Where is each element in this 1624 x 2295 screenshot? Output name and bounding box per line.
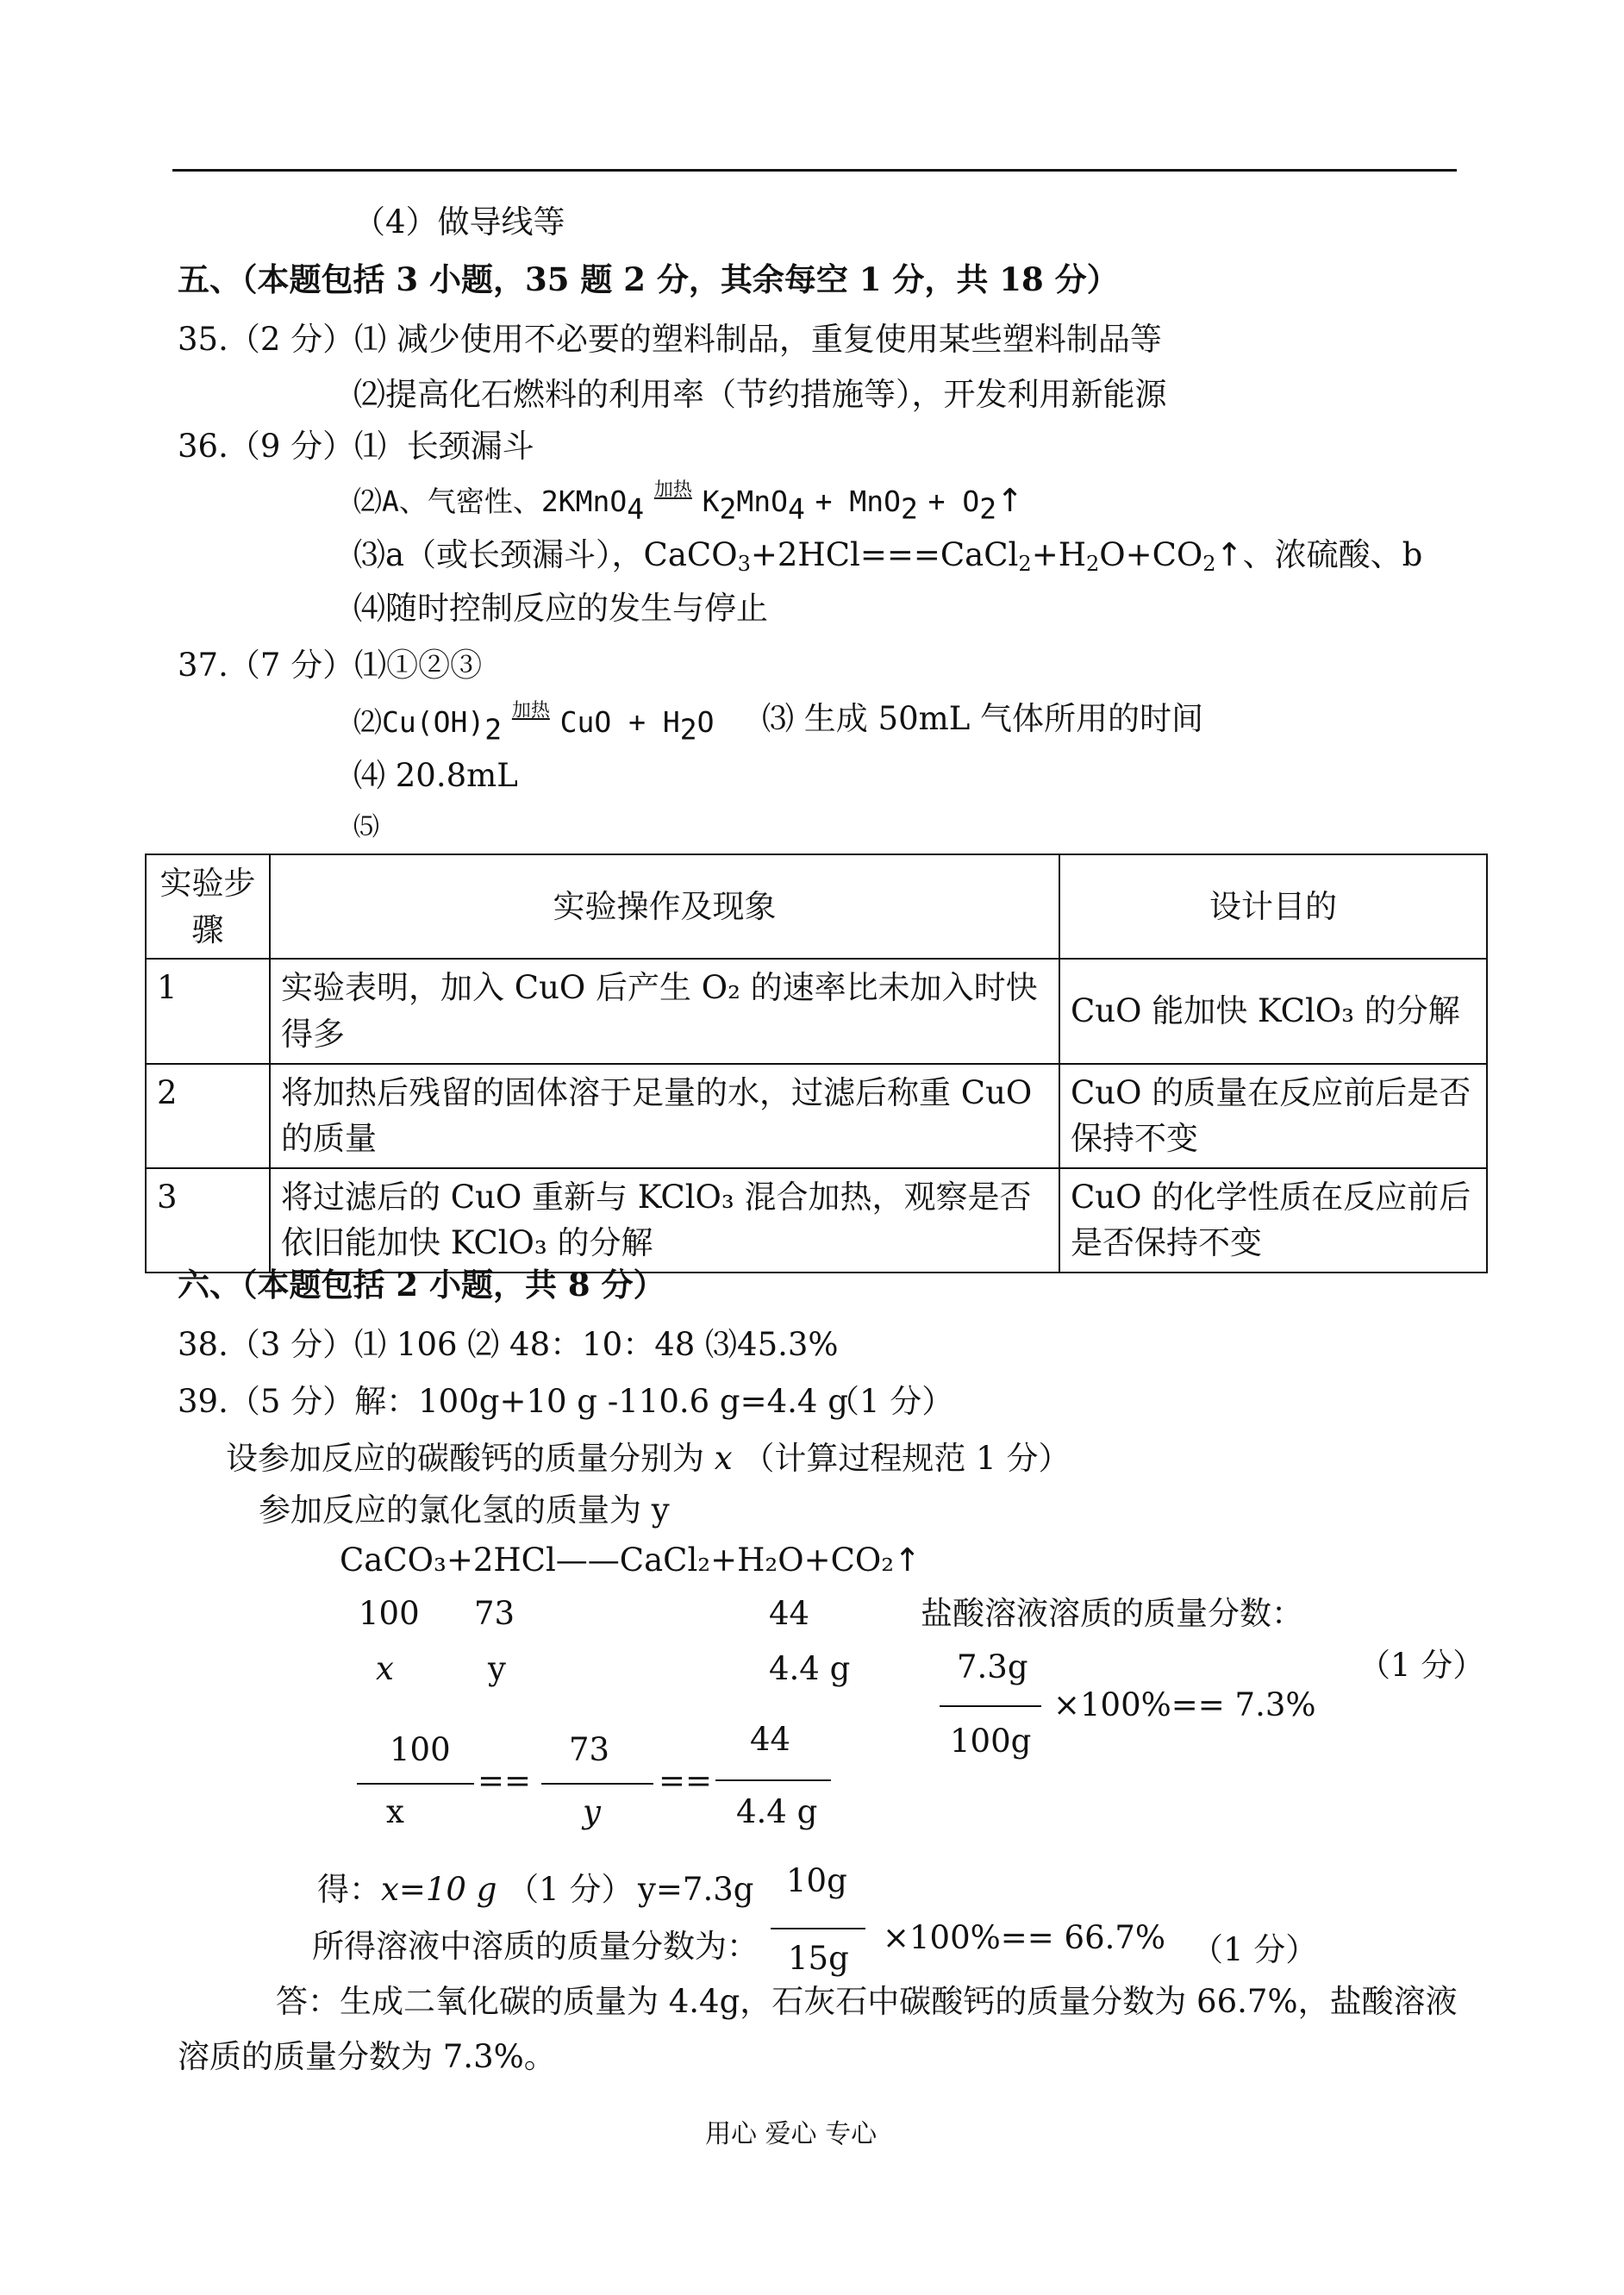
- hcl-numerator: 7.3g: [957, 1648, 1028, 1685]
- cell-step: 2: [146, 1064, 270, 1168]
- q39-result-x: 得：x=10 g （1 分）: [317, 1871, 634, 1908]
- q39-equation: CaCO₃+2HCl——CaCl₂+H₂O+CO₂↑: [340, 1541, 921, 1579]
- mass-hcl: 73: [474, 1595, 515, 1632]
- ratio-line-1: [357, 1783, 474, 1785]
- answer-line-2: 溶质的质量分数为 7.3%。: [178, 2038, 556, 2075]
- var-y: y: [488, 1650, 506, 1687]
- footer: 用心 爱心 专心: [705, 2119, 878, 2149]
- table-header-row: [146, 854, 1487, 959]
- ratio-num-1: 100: [390, 1731, 451, 1768]
- sol-denominator: 15g: [788, 1940, 849, 1977]
- cell-operation: 将过滤后的 CuO 重新与 KClO₃ 混合加热，观察是否依旧能加快 KClO₃ 的分解: [270, 1168, 1059, 1273]
- answer-line-1: 答：生成二氧化碳的质量为 4.4g，石灰石中碳酸钙的质量分数为 66.7%，盐酸溶液: [276, 1983, 1458, 2020]
- table-row: [146, 1168, 1487, 1273]
- q37-answer-3: ⑶ 生成 50mL 气体所用的时间: [762, 700, 1204, 737]
- hcl-score: （1 分）: [1359, 1647, 1485, 1684]
- q39-let-x: 设参加反应的碳酸钙的质量分别为 x （计算过程规范 1 分）: [226, 1440, 1071, 1477]
- q39-let-y: 参加反应的氯化氢的质量为 y: [259, 1491, 670, 1529]
- header-purpose: 设计目的: [1059, 854, 1487, 959]
- ratio-eq-1: ==: [478, 1762, 532, 1799]
- ratio-num-2: 73: [569, 1731, 610, 1768]
- q39-line1: 39.（5 分）解：100g+10 g -110.6 g=4.4 g: [178, 1383, 848, 1420]
- var-co2: 4.4 g: [769, 1650, 851, 1687]
- q39-result-y: y=7.3g: [638, 1871, 754, 1908]
- sol-numerator: 10g: [786, 1862, 847, 1899]
- sol-result: ×100%== 66.7%: [883, 1919, 1166, 1956]
- mass-caco3: 100: [359, 1595, 420, 1632]
- q36-answer-4: ⑷随时控制反应的发生与停止: [353, 590, 768, 627]
- cell-step: 1: [146, 959, 270, 1063]
- cell-purpose: CuO 的化学性质在反应前后是否保持不变: [1059, 1168, 1487, 1273]
- mass-co2: 44: [769, 1595, 810, 1632]
- sol-fraction-line: [771, 1928, 865, 1929]
- hcl-result: ×100%== 7.3%: [1053, 1686, 1316, 1723]
- hcl-denominator: 100g: [950, 1723, 1032, 1760]
- cell-purpose: CuO 能加快 KClO₃ 的分解: [1059, 959, 1487, 1063]
- q36-answer-2: ⑵A、气密性、2KMnO$_4$ $^{加热}$ $K_2MnO_4 + MnO_2$ + $O_2↑$: [353, 479, 1024, 526]
- q36-answer-3: ⑶a（或长颈漏斗），$CaCO_3+2HCl===CaCl_2+H_2O+CO_2↑$、浓硫酸、b: [353, 536, 1423, 576]
- ratio-line-3: [715, 1779, 831, 1781]
- ratio-num-3: 44: [750, 1721, 791, 1758]
- sol-score: （1 分）: [1191, 1931, 1318, 1968]
- hcl-label: 盐酸溶液溶质的质量分数：: [921, 1595, 1303, 1632]
- cell-operation: 将加热后残留的固体溶于足量的水，过滤后称重 CuO 的质量: [270, 1064, 1059, 1168]
- header-step: 实验步骤: [146, 854, 270, 959]
- cell-purpose: CuO 的质量在反应前后是否保持不变: [1059, 1064, 1487, 1168]
- ratio-line-2: [541, 1783, 653, 1785]
- hcl-fraction-line: [940, 1705, 1041, 1707]
- ratio-den-3: 4.4 g: [736, 1793, 818, 1830]
- experiment-table: [145, 854, 1488, 1273]
- q37-label: 37.（7 分）⑴①②③: [178, 647, 483, 684]
- sol-label: 所得溶液中溶质的质量分数为：: [312, 1928, 759, 1965]
- q37-answer-4: ⑷ 20.8mL: [353, 757, 518, 794]
- ratio-den-1: x: [386, 1793, 404, 1830]
- top-rule: [172, 169, 1457, 172]
- table-row: [146, 1064, 1487, 1168]
- cell-step: 3: [146, 1168, 270, 1273]
- section6-title: 六、（本题包括 2 小题，共 8 分）: [178, 1266, 665, 1304]
- section5-title: 五、（本题包括 3 小题，35 题 2 分，其余每空 1 分，共 18 分）: [178, 260, 1119, 298]
- q36-label: 36.（9 分）⑴ 长颈漏斗: [178, 428, 534, 465]
- table-row: [146, 959, 1487, 1063]
- ratio-den-2: y: [583, 1793, 601, 1830]
- q35-answer-2: ⑵提高化石燃料的利用率（节约措施等），开发利用新能源: [353, 376, 1167, 413]
- q37-answer-5: ⑸: [353, 812, 379, 842]
- top-item: （4）做导线等: [353, 203, 565, 241]
- ratio-eq-2: ==: [659, 1762, 713, 1799]
- q35-label: 35.（2 分）⑴ 减少使用不必要的塑料制品，重复使用某些塑料制品等: [178, 321, 1162, 358]
- q38-answer: 38.（3 分）⑴ 106 ⑵ 48：10：48 ⑶45.3%: [178, 1326, 839, 1363]
- cell-operation: 实验表明，加入 CuO 后产生 O₂ 的速率比未加入时快得多: [270, 959, 1059, 1063]
- q39-line1-score: （1 分）: [828, 1383, 954, 1420]
- var-x: x: [376, 1650, 394, 1687]
- q37-answer-2: $⑵Cu(OH)_2$ $^{加热}$ CuO + $H_2O$: [353, 700, 715, 747]
- header-operation: 实验操作及现象: [270, 854, 1059, 959]
